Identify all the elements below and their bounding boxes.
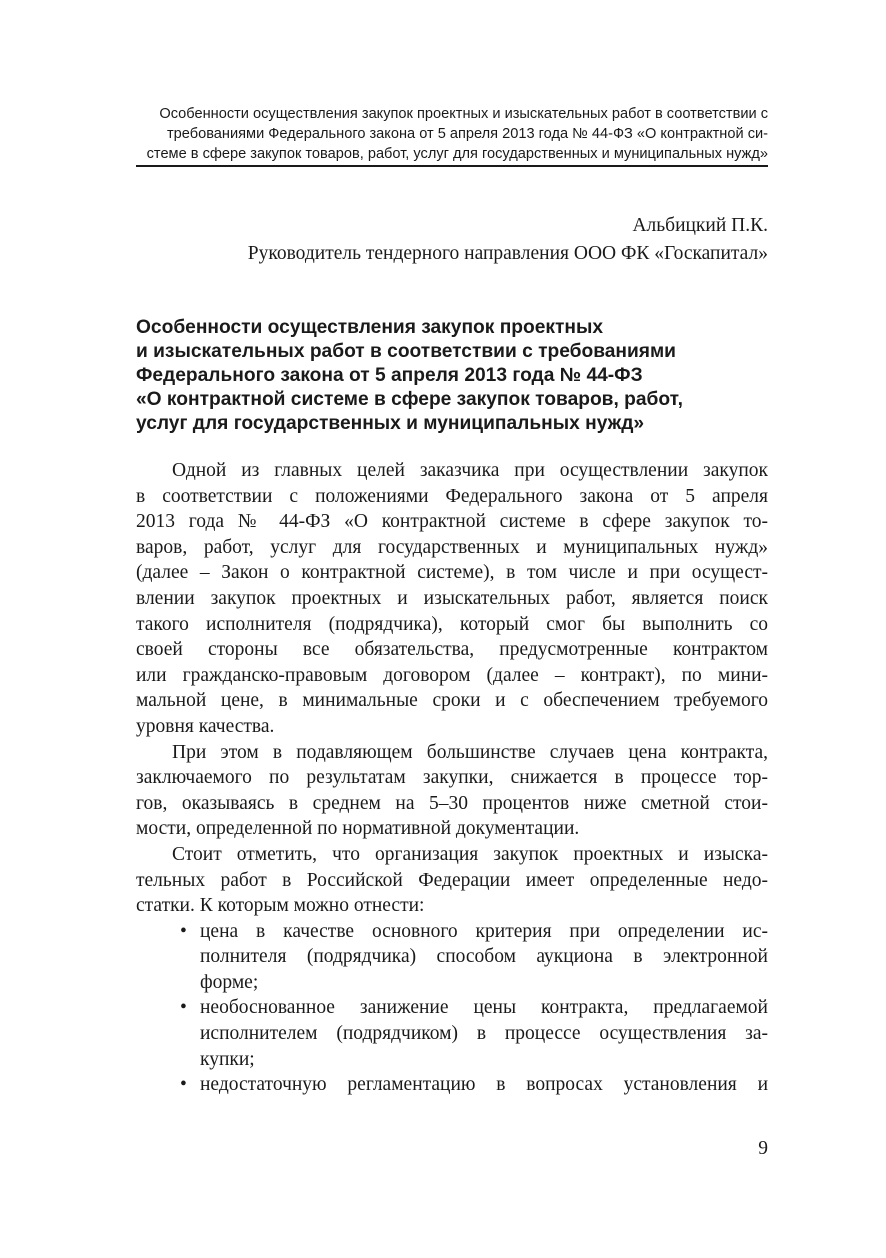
- running-header-line: стеме в сфере закупок товаров, работ, услуг для государственных и муниципальных нужд»: [146, 146, 768, 162]
- bullet-item: [136, 1072, 768, 1098]
- paragraph: [136, 740, 768, 842]
- text-line: статки. К которым можно отнести:: [136, 895, 425, 917]
- text-line: варов, работ, услуг для государственных и муниципальных нужд»: [136, 536, 768, 558]
- bullet-line: исполнителем (подрядчиком) в процессе осуществления за-: [200, 1023, 768, 1045]
- text-line: 2013 года № 44-ФЗ «О контрактной системе в сфере закупок то-: [136, 511, 768, 533]
- paragraph: [136, 842, 768, 919]
- bullet-marker: •: [180, 997, 187, 1019]
- author-block: [136, 212, 768, 268]
- page-number: 9: [758, 1138, 768, 1159]
- text-line: (далее – Закон о контрактной системе), в том числе и при осущест-: [136, 562, 768, 584]
- header-divider: [136, 165, 768, 167]
- running-header: [136, 104, 768, 164]
- bullet-text: необоснованное занижение цены контракта, предлагаемой: [200, 997, 768, 1019]
- text-line: Одной из главных целей заказчика при осуществлении закупок: [172, 460, 768, 481]
- running-header-line: Особенности осуществления закупок проектных и изыскательных работ в соответствии с: [159, 106, 768, 122]
- text-line: в соответствии с положениями Федерального закона от 5 апреля: [136, 485, 768, 507]
- title-line: Особенности осуществления закупок проектных: [136, 317, 604, 338]
- author-position: Руководитель тендерного направления ООО ФК «Госкапитал»: [247, 243, 768, 264]
- text-line: такого исполнителя (подрядчика), который смог бы выполнить со: [136, 613, 768, 635]
- running-header-line: требованиями Федерального закона от 5 апреля 2013 года № 44-ФЗ «О контрактной си-: [166, 126, 768, 142]
- article-title: [136, 316, 768, 436]
- bullet-text: цена в качестве основного критерия при определении ис-: [200, 920, 768, 942]
- text-line: или гражданско-правовым договором (далее – контракт), по мини-: [136, 664, 768, 686]
- text-line: При этом в подавляющем большинстве случаев цена контракта,: [172, 741, 768, 763]
- title-line: Федерального закона от 5 апреля 2013 года № 44-ФЗ: [136, 365, 643, 386]
- text-line: своей стороны все обязательства, предусмотренные контрактом: [136, 639, 768, 661]
- bullet-item: [136, 919, 768, 996]
- bullet-item: [136, 995, 768, 1072]
- text-line: тельных работ в Российской Федерации имеет определенные недо-: [136, 869, 768, 891]
- bullet-marker: •: [180, 920, 187, 942]
- bullet-line: полнителя (подрядчика) способом аукциона в электронной: [200, 946, 768, 968]
- article-body: [136, 458, 768, 1098]
- author-name: Альбицкий П.К.: [632, 215, 768, 236]
- bullet-line: [136, 919, 768, 945]
- bullet-marker: •: [180, 1074, 187, 1096]
- text-line: мости, определенной по нормативной документации.: [136, 818, 580, 840]
- text-line: мальной цене, в минимальные сроки и с обеспечением требуемого: [136, 690, 768, 712]
- text-line: гов, оказываясь в среднем на 5–30 процентов ниже сметной стои-: [136, 792, 768, 814]
- bullet-line: купки;: [200, 1048, 255, 1070]
- text-line: уровня качества.: [136, 715, 275, 737]
- bullet-text: недостаточную регламентацию в вопросах установления и: [200, 1074, 768, 1096]
- title-line: «О контрактной системе в сфере закупок товаров, работ,: [136, 389, 683, 410]
- text-line: влении закупок проектных и изыскательных работ, является поиск: [136, 587, 768, 609]
- bullet-list: [136, 919, 768, 1098]
- title-line: услуг для государственных и муниципальных нужд»: [136, 413, 645, 434]
- bullet-line: форме;: [200, 971, 259, 993]
- bullet-line: [136, 995, 768, 1021]
- bullet-line: [136, 1072, 768, 1098]
- text-line: Стоит отметить, что организация закупок проектных и изыска-: [172, 843, 768, 865]
- paragraph: [136, 458, 768, 740]
- title-line: и изыскательных работ в соответствии с требованиями: [136, 341, 676, 362]
- text-line: заключаемого по результатам закупки, снижается в процессе тор-: [136, 767, 768, 789]
